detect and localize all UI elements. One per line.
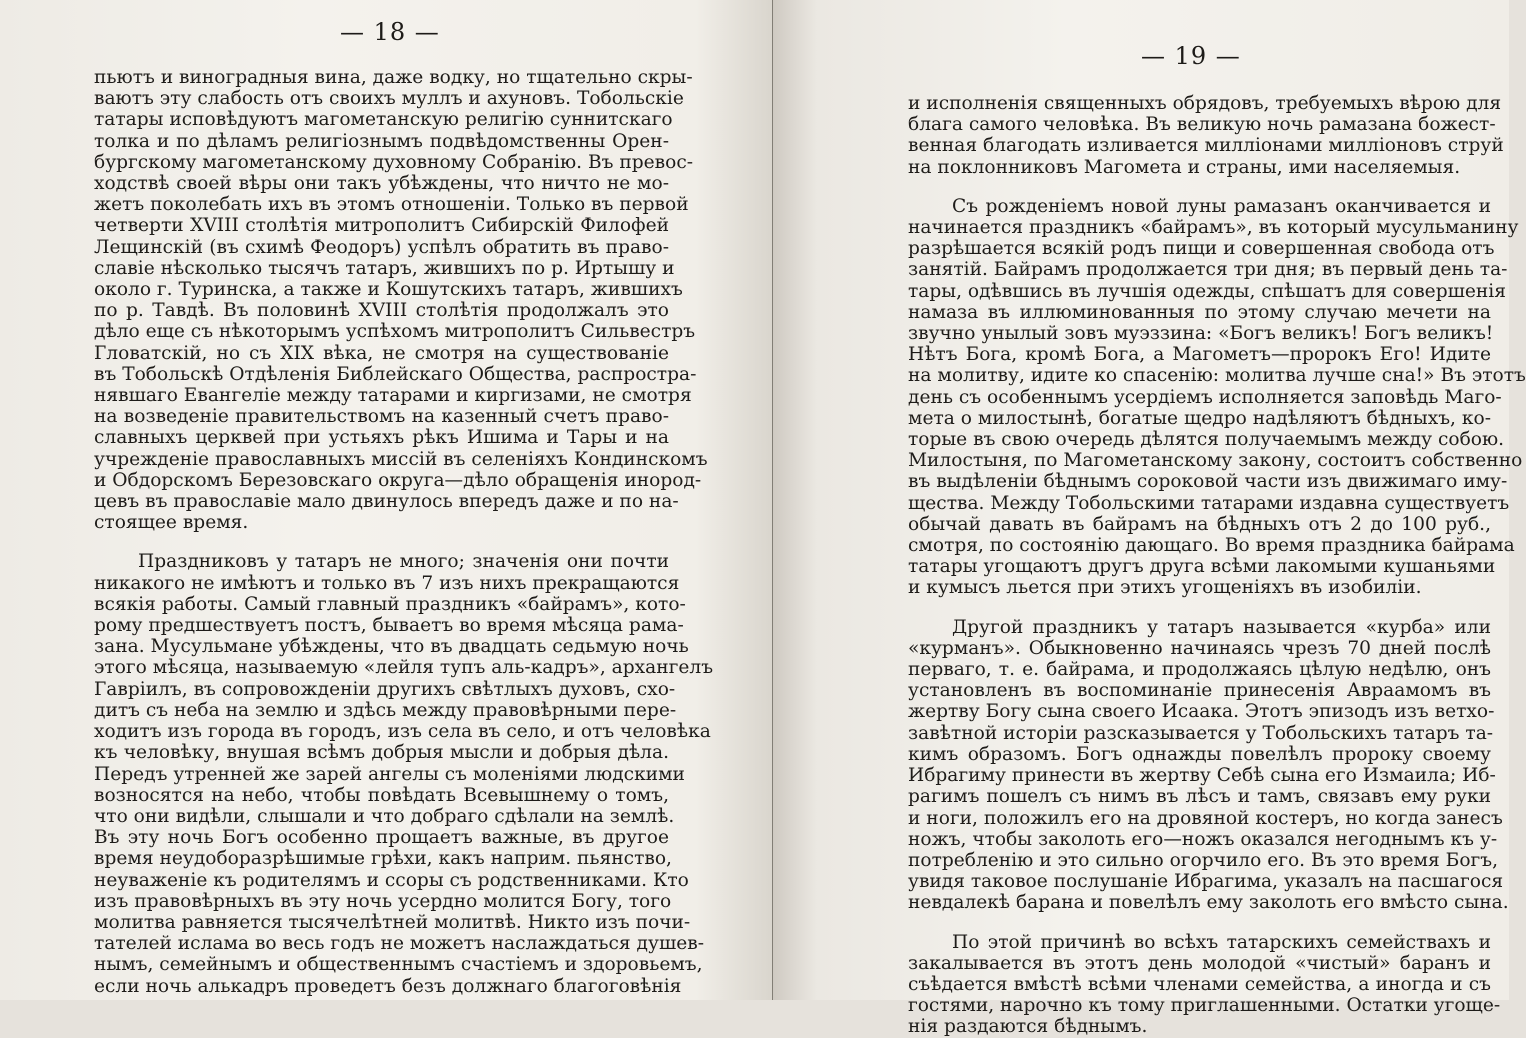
text-line: мета о милостынѣ, богатые щедро надѣляютъ бѣдныхъ, ко- [908, 407, 1491, 429]
text-line: Съ рожденіемъ новой луны рамазанъ оканчивается и [952, 195, 1491, 217]
paragraph-gap [908, 599, 1491, 617]
text-line: нявшаго Евангеліе между татарами и киргизами, не смотря [94, 385, 692, 407]
text-line: смотря, по состоянію дающаго. Во время праздника байрама [908, 535, 1515, 557]
text-line: дитъ съ неба на землю и здѣсь между правовѣрными пере- [94, 699, 677, 721]
text-line: въ Тобольскѣ Отдѣленія Библейскаго Общества, распростра- [94, 363, 697, 385]
text-line: торые въ свою очередь дѣлятся получаемымъ между собою. [908, 429, 1505, 451]
text-line: закалывается въ этотъ день молодой «чистый» баранъ и [908, 952, 1491, 974]
text-line: и кумысъ льется при этихъ угощеніяхъ въ изобиліи. [908, 577, 1422, 599]
text-line: Гловатскій, но съ XIX вѣка, не смотря на существованіе [94, 342, 669, 364]
text-line: «курманъ». Обыкновенно начинаясь чрезъ 70 дней послѣ [908, 637, 1491, 659]
text-line: съѣдается вмѣстѣ всѣми членами семейства, а иногда и съ [908, 973, 1491, 995]
text-line: славіе нѣсколько тысячъ татаръ, жившихъ по р. Иртышу и [94, 257, 675, 279]
text-line: начинается праздникъ «байрамъ», въ который мусульманину [908, 217, 1519, 239]
paragraph-gap [908, 178, 1491, 196]
text-line: ходствѣ своей вѣры они такъ убѣждены, что ничто не мо- [94, 173, 669, 195]
text-line: блага самого человѣка. Въ великую ночь рамазана божест- [908, 114, 1496, 136]
text-line: день съ особеннымъ усердіемъ исполняется заповѣдь Маго- [908, 386, 1502, 408]
text-line: разрѣшается всякій родъ пищи и совершенная свобода отъ [908, 238, 1495, 260]
text-line: зана. Мусульмане убѣждены, что въ двадцать седьмую ночь [94, 636, 689, 658]
text-line: тателей ислама во весь годъ не можетъ наслаждаться душев- [94, 933, 704, 955]
paragraph-gap [94, 533, 669, 551]
text-line: и исполненія священныхъ обрядовъ, требуемыхъ вѣрою для [908, 93, 1502, 114]
text-line: бургскому магометанскому духовному Собранію. Въ превос- [94, 151, 694, 173]
text-line: потребленію и это сильно огорчило его. Въ это время Богъ, [908, 849, 1498, 871]
text-line: Милостыня, по Магометанскому закону, состоитъ собственно [908, 450, 1523, 472]
right-page-text [908, 93, 1526, 1038]
text-line: время неудоборазрѣшимые грѣхи, какъ наприм. пьянство, [94, 848, 672, 870]
text-line: Гавріилъ, въ сопровожденіи другихъ свѣтлыхъ духовъ, схо- [94, 678, 676, 700]
text-line: перваго, т. е. байрама, и продолжаясь цѣлую недѣлю, онъ [908, 659, 1491, 681]
left-page [0, 0, 773, 1000]
text-line: никакого не имѣютъ и только въ 7 изъ нихъ прекращаются [94, 572, 680, 594]
text-line: ходитъ изъ города въ городъ, изъ села въ село, и отъ человѣка [94, 721, 711, 743]
left-page-text [94, 67, 714, 997]
text-line: нія раздаются бѣднымъ. [908, 1016, 1148, 1038]
text-line: татары исповѣдуютъ магометанскую религію суннитскаго [94, 109, 673, 131]
right-page [773, 0, 1526, 1038]
text-line: Ибрагиму принести въ жертву Себѣ сына его Измаила; Иб- [908, 765, 1496, 787]
text-line: Передъ утренней же зарей ангелы съ моленіями людскими [94, 763, 685, 785]
text-line: венная благодать изливается милліонами милліоновъ струй [908, 135, 1504, 157]
text-line: въ выдѣленіи бѣднымъ сороковой части изъ движимаго иму- [908, 471, 1508, 493]
text-line: славныхъ церквей при устьяхъ рѣкъ Ишима и Тары и на [94, 427, 669, 449]
text-line: увидя таковое послушаніе Ибрагима, указалъ на пасшагося [908, 871, 1504, 893]
text-line: рому предшествуетъ постъ, бываетъ во время мѣсяца рама- [94, 615, 684, 637]
text-line: звучно унылый зовъ муэззина: «Богъ великъ! Богъ великъ! [908, 323, 1494, 345]
text-line: пьютъ и виноградныя вина, даже водку, но тщательно скры- [94, 67, 693, 88]
text-line: Праздниковъ у татаръ не много; значенія они почти [138, 551, 669, 573]
text-line: если ночь алькадръ проведетъ безъ должнаго благоговѣнія [94, 975, 682, 997]
text-line: на поклонниковъ Магомета и страны, ими населяемыя. [908, 156, 1461, 178]
text-line: По этой причинѣ во всѣхъ татарскихъ семействахъ и [952, 931, 1491, 953]
text-line: ваютъ эту слабость отъ своихъ муллъ и ахуновъ. Тобольскіе [94, 88, 684, 110]
text-line: изъ правовѣрныхъ въ эту ночь усердно молится Богу, того [94, 890, 672, 912]
text-line: жетъ поколебать ихъ въ этомъ отношеніи. Только въ первой [94, 194, 689, 216]
text-line: возносятся на небо, чтобы повѣдать Всевышнему о томъ, [94, 784, 669, 806]
text-line: Въ эту ночь Богъ особенно прощаетъ важные, въ другое [94, 827, 669, 849]
text-line: по р. Тавдѣ. Въ половинѣ XVIII столѣтія продолжалъ это [94, 300, 669, 322]
page-number-19: — 19 — [1141, 42, 1241, 70]
text-line: нымъ, семейнымъ и общественнымъ счастіемъ и здоровьемъ, [94, 954, 703, 976]
text-line: и ноги, положилъ его на дровяной костеръ, но когда занесъ [908, 807, 1503, 829]
text-line: ножъ, чтобы заколоть его—ножъ оказался негоднымъ къ у- [908, 828, 1498, 850]
text-line: жертву Богу сына своего Исаака. Этотъ эпизодъ изъ ветхо- [908, 701, 1495, 723]
paragraph-gap [908, 914, 1491, 932]
text-line: татары угощаютъ другъ друга всѣми лакомыми кушаньями [908, 556, 1496, 578]
text-line: къ человѣку, внушая всѣмъ добрыя мысли и добрыя дѣла. [94, 742, 669, 764]
text-line: тары, одѣвшись въ лучшія одежды, спѣшатъ для совершенія [908, 280, 1506, 302]
text-line: дѣло еще съ нѣкоторымъ успѣхомъ митрополитъ Сильвестръ [94, 321, 696, 343]
text-line: цевъ въ православіе мало двинулось впередъ даже и по на- [94, 491, 679, 513]
text-line: молитва равняется тысячелѣтней молитвѣ. Никто изъ почи- [94, 911, 691, 933]
text-line: этого мѣсяца, называемую «лейля тупъ аль-кадръ», архангелъ [94, 657, 714, 679]
text-line: что они видѣли, слышали и что добраго сдѣлали на землѣ. [94, 805, 675, 827]
text-line: обычай давать въ байрамъ на бѣдныхъ отъ 2 до 100 руб., [908, 513, 1491, 535]
text-line: стоящее время. [94, 512, 249, 534]
text-line: и Обдорскомъ Березовскаго округа—дѣло обращенія инород- [94, 469, 702, 491]
text-line: щества. Между Тобольскими татарами издавна существуетъ [908, 492, 1510, 514]
text-line: Другой праздникъ у татаръ называется «курба» или [952, 616, 1491, 638]
text-line: учрежденіе православныхъ миссій въ селеніяхъ Кондинскомъ [94, 448, 708, 470]
text-line: рагимъ пошелъ съ нимъ въ лѣсъ и тамъ, связавъ ему руки [908, 786, 1491, 808]
text-line: занятій. Байрамъ продолжается три дня; въ первый день та- [908, 259, 1508, 281]
text-line: завѣтной исторіи разсказывается у Тобольскихъ татаръ та- [908, 722, 1494, 744]
text-line: Лещинскій (въ схимѣ Феодоръ) успѣлъ обратить въ право- [94, 236, 669, 258]
text-line: неуваженіе къ родителямъ и ссоры съ родственниками. Кто [94, 869, 689, 891]
text-line: Нѣтъ Бога, кромѣ Бога, а Магометъ—пророкъ Его! Идите [908, 344, 1491, 366]
text-line: около г. Туринска, а также и Кошутскихъ татаръ, жившихъ [94, 279, 683, 301]
text-line: всякія работы. Самый главный праздникъ «байрамъ», кото- [94, 593, 686, 615]
text-line: четверти XVIII столѣтія митрополитъ Сибирскій Филофей [94, 215, 669, 237]
text-line: невдалекѣ барана и повелѣлъ ему заколоть его вмѣсто сына. [908, 892, 1509, 914]
text-line: намаза въ иллюминованныя по этому случаю мечети на [908, 301, 1491, 323]
text-line: установленъ въ воспоминаніе принесенія Авраамомъ въ [908, 680, 1491, 702]
text-line: толка и по дѣламъ религіознымъ подвѣдомственны Орен- [94, 130, 669, 152]
text-line: гостями, нарочно къ тому приглашенными. Остатки угоще- [908, 995, 1501, 1017]
text-line: на возведеніе правительствомъ на казенный счетъ право- [94, 406, 669, 428]
page-number-18: — 18 — [340, 18, 440, 46]
text-line: на молитву, идите ко спасенію: молитва лучше сна!» Въ этотъ [908, 365, 1526, 387]
text-line: кимъ образомъ. Богъ однажды повелѣлъ пророку своему [908, 743, 1491, 765]
